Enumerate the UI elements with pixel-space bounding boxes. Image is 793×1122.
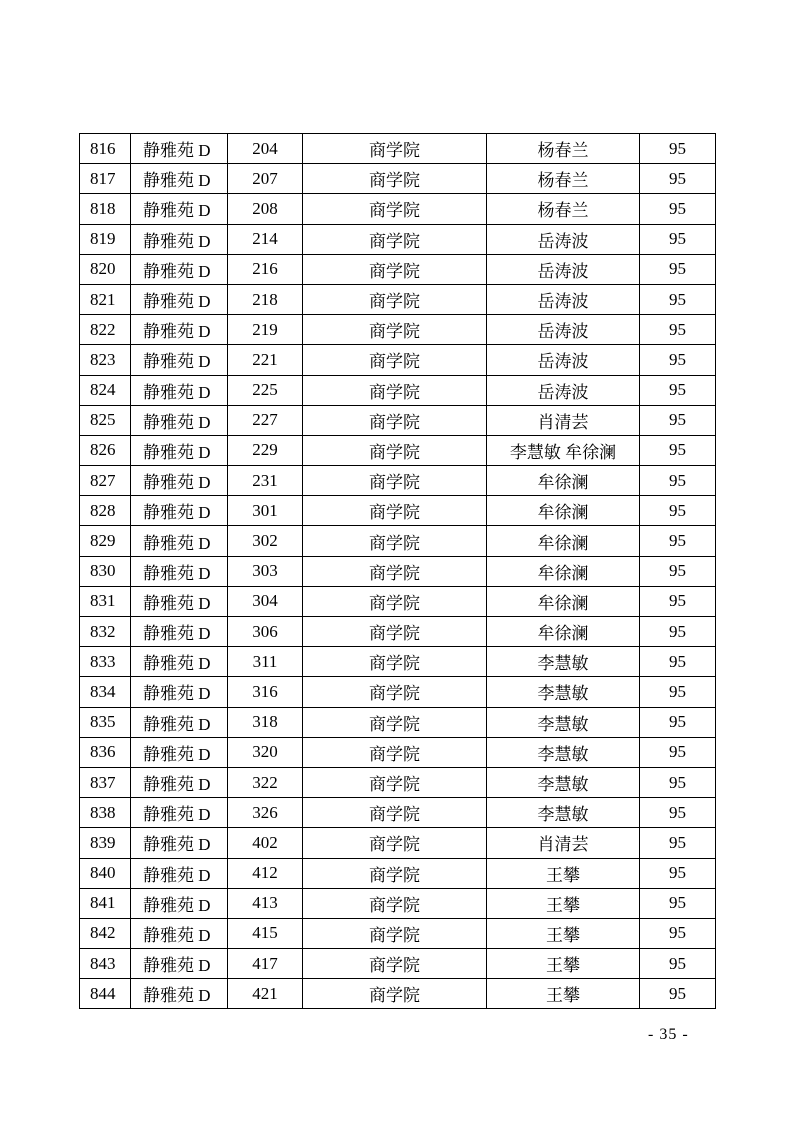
person-cell: 李慧敏 bbox=[487, 737, 640, 767]
row-number-cell: 838 bbox=[80, 798, 131, 828]
row-number-cell: 834 bbox=[80, 677, 131, 707]
college-cell: 商学院 bbox=[303, 284, 487, 314]
college-cell: 商学院 bbox=[303, 767, 487, 797]
row-number-cell: 827 bbox=[80, 466, 131, 496]
person-cell: 李慧敏 bbox=[487, 677, 640, 707]
table-row bbox=[80, 496, 716, 526]
score-cell: 95 bbox=[640, 737, 716, 767]
building-cell: 静雅苑 D bbox=[131, 315, 228, 345]
row-number-cell: 841 bbox=[80, 888, 131, 918]
person-cell: 王攀 bbox=[487, 888, 640, 918]
room-cell: 218 bbox=[228, 284, 303, 314]
college-cell: 商学院 bbox=[303, 918, 487, 948]
row-number-cell: 844 bbox=[80, 979, 131, 1009]
table-row bbox=[80, 134, 716, 164]
row-number-cell: 823 bbox=[80, 345, 131, 375]
row-number-cell: 821 bbox=[80, 284, 131, 314]
row-number-cell: 820 bbox=[80, 254, 131, 284]
room-cell: 219 bbox=[228, 315, 303, 345]
row-number-cell: 818 bbox=[80, 194, 131, 224]
room-cell: 216 bbox=[228, 254, 303, 284]
table-row bbox=[80, 586, 716, 616]
person-cell: 牟徐澜 bbox=[487, 526, 640, 556]
score-cell: 95 bbox=[640, 375, 716, 405]
row-number-cell: 837 bbox=[80, 767, 131, 797]
person-cell: 李慧敏 牟徐澜 bbox=[487, 435, 640, 465]
building-cell: 静雅苑 D bbox=[131, 828, 228, 858]
score-cell: 95 bbox=[640, 526, 716, 556]
score-cell: 95 bbox=[640, 677, 716, 707]
table-row bbox=[80, 798, 716, 828]
score-cell: 95 bbox=[640, 617, 716, 647]
college-cell: 商学院 bbox=[303, 556, 487, 586]
college-cell: 商学院 bbox=[303, 798, 487, 828]
person-cell: 李慧敏 bbox=[487, 798, 640, 828]
building-cell: 静雅苑 D bbox=[131, 617, 228, 647]
table-row bbox=[80, 224, 716, 254]
room-cell: 417 bbox=[228, 949, 303, 979]
row-number-cell: 825 bbox=[80, 405, 131, 435]
college-cell: 商学院 bbox=[303, 949, 487, 979]
table-row bbox=[80, 315, 716, 345]
college-cell: 商学院 bbox=[303, 737, 487, 767]
table-row bbox=[80, 435, 716, 465]
table-row bbox=[80, 647, 716, 677]
building-cell: 静雅苑 D bbox=[131, 767, 228, 797]
person-cell: 岳涛波 bbox=[487, 315, 640, 345]
table-row bbox=[80, 918, 716, 948]
building-cell: 静雅苑 D bbox=[131, 134, 228, 164]
room-cell: 303 bbox=[228, 556, 303, 586]
college-cell: 商学院 bbox=[303, 164, 487, 194]
building-cell: 静雅苑 D bbox=[131, 888, 228, 918]
room-cell: 412 bbox=[228, 858, 303, 888]
row-number-cell: 840 bbox=[80, 858, 131, 888]
building-cell: 静雅苑 D bbox=[131, 949, 228, 979]
college-cell: 商学院 bbox=[303, 315, 487, 345]
building-cell: 静雅苑 D bbox=[131, 737, 228, 767]
row-number-cell: 824 bbox=[80, 375, 131, 405]
person-cell: 肖清芸 bbox=[487, 405, 640, 435]
building-cell: 静雅苑 D bbox=[131, 466, 228, 496]
row-number-cell: 822 bbox=[80, 315, 131, 345]
row-number-cell: 830 bbox=[80, 556, 131, 586]
table-row bbox=[80, 707, 716, 737]
building-cell: 静雅苑 D bbox=[131, 375, 228, 405]
person-cell: 岳涛波 bbox=[487, 224, 640, 254]
table-row bbox=[80, 375, 716, 405]
building-cell: 静雅苑 D bbox=[131, 556, 228, 586]
building-cell: 静雅苑 D bbox=[131, 254, 228, 284]
building-cell: 静雅苑 D bbox=[131, 858, 228, 888]
table-row bbox=[80, 677, 716, 707]
college-cell: 商学院 bbox=[303, 375, 487, 405]
table-row bbox=[80, 617, 716, 647]
table-row bbox=[80, 556, 716, 586]
room-cell: 229 bbox=[228, 435, 303, 465]
score-cell: 95 bbox=[640, 707, 716, 737]
building-cell: 静雅苑 D bbox=[131, 164, 228, 194]
score-cell: 95 bbox=[640, 556, 716, 586]
table-row bbox=[80, 767, 716, 797]
table-row bbox=[80, 254, 716, 284]
score-cell: 95 bbox=[640, 284, 716, 314]
score-cell: 95 bbox=[640, 224, 716, 254]
table-body bbox=[80, 134, 716, 1009]
score-cell: 95 bbox=[640, 496, 716, 526]
building-cell: 静雅苑 D bbox=[131, 647, 228, 677]
row-number-cell: 843 bbox=[80, 949, 131, 979]
college-cell: 商学院 bbox=[303, 526, 487, 556]
score-cell: 95 bbox=[640, 858, 716, 888]
college-cell: 商学院 bbox=[303, 224, 487, 254]
score-cell: 95 bbox=[640, 254, 716, 284]
score-cell: 95 bbox=[640, 979, 716, 1009]
room-cell: 421 bbox=[228, 979, 303, 1009]
person-cell: 岳涛波 bbox=[487, 375, 640, 405]
room-cell: 207 bbox=[228, 164, 303, 194]
room-cell: 231 bbox=[228, 466, 303, 496]
college-cell: 商学院 bbox=[303, 707, 487, 737]
college-cell: 商学院 bbox=[303, 194, 487, 224]
person-cell: 岳涛波 bbox=[487, 284, 640, 314]
table-row bbox=[80, 194, 716, 224]
room-cell: 301 bbox=[228, 496, 303, 526]
building-cell: 静雅苑 D bbox=[131, 918, 228, 948]
room-cell: 311 bbox=[228, 647, 303, 677]
room-cell: 227 bbox=[228, 405, 303, 435]
score-cell: 95 bbox=[640, 586, 716, 616]
table-row bbox=[80, 828, 716, 858]
score-cell: 95 bbox=[640, 345, 716, 375]
table-row bbox=[80, 164, 716, 194]
college-cell: 商学院 bbox=[303, 254, 487, 284]
row-number-cell: 829 bbox=[80, 526, 131, 556]
building-cell: 静雅苑 D bbox=[131, 526, 228, 556]
person-cell: 李慧敏 bbox=[487, 647, 640, 677]
score-cell: 95 bbox=[640, 798, 716, 828]
college-cell: 商学院 bbox=[303, 647, 487, 677]
table-row bbox=[80, 858, 716, 888]
room-cell: 320 bbox=[228, 737, 303, 767]
row-number-cell: 835 bbox=[80, 707, 131, 737]
college-cell: 商学院 bbox=[303, 617, 487, 647]
table-row bbox=[80, 979, 716, 1009]
person-cell: 王攀 bbox=[487, 949, 640, 979]
building-cell: 静雅苑 D bbox=[131, 677, 228, 707]
score-cell: 95 bbox=[640, 918, 716, 948]
score-cell: 95 bbox=[640, 949, 716, 979]
table-row bbox=[80, 405, 716, 435]
score-cell: 95 bbox=[640, 647, 716, 677]
building-cell: 静雅苑 D bbox=[131, 224, 228, 254]
score-cell: 95 bbox=[640, 134, 716, 164]
score-cell: 95 bbox=[640, 315, 716, 345]
score-cell: 95 bbox=[640, 767, 716, 797]
row-number-cell: 842 bbox=[80, 918, 131, 948]
building-cell: 静雅苑 D bbox=[131, 979, 228, 1009]
table-row bbox=[80, 466, 716, 496]
building-cell: 静雅苑 D bbox=[131, 405, 228, 435]
person-cell: 李慧敏 bbox=[487, 707, 640, 737]
room-cell: 318 bbox=[228, 707, 303, 737]
row-number-cell: 832 bbox=[80, 617, 131, 647]
table-row bbox=[80, 526, 716, 556]
row-number-cell: 839 bbox=[80, 828, 131, 858]
college-cell: 商学院 bbox=[303, 979, 487, 1009]
person-cell: 杨春兰 bbox=[487, 164, 640, 194]
person-cell: 岳涛波 bbox=[487, 345, 640, 375]
row-number-cell: 819 bbox=[80, 224, 131, 254]
person-cell: 杨春兰 bbox=[487, 134, 640, 164]
college-cell: 商学院 bbox=[303, 888, 487, 918]
college-cell: 商学院 bbox=[303, 858, 487, 888]
person-cell: 牟徐澜 bbox=[487, 496, 640, 526]
score-cell: 95 bbox=[640, 405, 716, 435]
score-cell: 95 bbox=[640, 828, 716, 858]
row-number-cell: 831 bbox=[80, 586, 131, 616]
building-cell: 静雅苑 D bbox=[131, 798, 228, 828]
college-cell: 商学院 bbox=[303, 435, 487, 465]
person-cell: 牟徐澜 bbox=[487, 617, 640, 647]
person-cell: 岳涛波 bbox=[487, 254, 640, 284]
room-cell: 214 bbox=[228, 224, 303, 254]
room-cell: 415 bbox=[228, 918, 303, 948]
person-cell: 李慧敏 bbox=[487, 767, 640, 797]
person-cell: 杨春兰 bbox=[487, 194, 640, 224]
college-cell: 商学院 bbox=[303, 466, 487, 496]
table-row bbox=[80, 345, 716, 375]
room-cell: 204 bbox=[228, 134, 303, 164]
room-cell: 316 bbox=[228, 677, 303, 707]
person-cell: 牟徐澜 bbox=[487, 556, 640, 586]
room-cell: 208 bbox=[228, 194, 303, 224]
score-cell: 95 bbox=[640, 435, 716, 465]
room-cell: 322 bbox=[228, 767, 303, 797]
college-cell: 商学院 bbox=[303, 496, 487, 526]
building-cell: 静雅苑 D bbox=[131, 586, 228, 616]
row-number-cell: 817 bbox=[80, 164, 131, 194]
college-cell: 商学院 bbox=[303, 405, 487, 435]
college-cell: 商学院 bbox=[303, 677, 487, 707]
row-number-cell: 826 bbox=[80, 435, 131, 465]
page-number: - 35 - bbox=[648, 1026, 689, 1043]
building-cell: 静雅苑 D bbox=[131, 345, 228, 375]
building-cell: 静雅苑 D bbox=[131, 194, 228, 224]
score-cell: 95 bbox=[640, 466, 716, 496]
room-cell: 413 bbox=[228, 888, 303, 918]
row-number-cell: 833 bbox=[80, 647, 131, 677]
table-row bbox=[80, 284, 716, 314]
room-cell: 402 bbox=[228, 828, 303, 858]
building-cell: 静雅苑 D bbox=[131, 496, 228, 526]
person-cell: 王攀 bbox=[487, 858, 640, 888]
building-cell: 静雅苑 D bbox=[131, 435, 228, 465]
person-cell: 牟徐澜 bbox=[487, 466, 640, 496]
college-cell: 商学院 bbox=[303, 134, 487, 164]
table-row bbox=[80, 949, 716, 979]
building-cell: 静雅苑 D bbox=[131, 707, 228, 737]
dormitory-score-table bbox=[79, 133, 716, 1009]
person-cell: 王攀 bbox=[487, 979, 640, 1009]
room-cell: 304 bbox=[228, 586, 303, 616]
college-cell: 商学院 bbox=[303, 828, 487, 858]
room-cell: 302 bbox=[228, 526, 303, 556]
score-cell: 95 bbox=[640, 164, 716, 194]
college-cell: 商学院 bbox=[303, 586, 487, 616]
row-number-cell: 816 bbox=[80, 134, 131, 164]
room-cell: 306 bbox=[228, 617, 303, 647]
row-number-cell: 828 bbox=[80, 496, 131, 526]
room-cell: 326 bbox=[228, 798, 303, 828]
table-row bbox=[80, 737, 716, 767]
row-number-cell: 836 bbox=[80, 737, 131, 767]
table-row bbox=[80, 888, 716, 918]
person-cell: 王攀 bbox=[487, 918, 640, 948]
building-cell: 静雅苑 D bbox=[131, 284, 228, 314]
person-cell: 肖清芸 bbox=[487, 828, 640, 858]
score-cell: 95 bbox=[640, 194, 716, 224]
college-cell: 商学院 bbox=[303, 345, 487, 375]
person-cell: 牟徐澜 bbox=[487, 586, 640, 616]
score-cell: 95 bbox=[640, 888, 716, 918]
room-cell: 225 bbox=[228, 375, 303, 405]
room-cell: 221 bbox=[228, 345, 303, 375]
